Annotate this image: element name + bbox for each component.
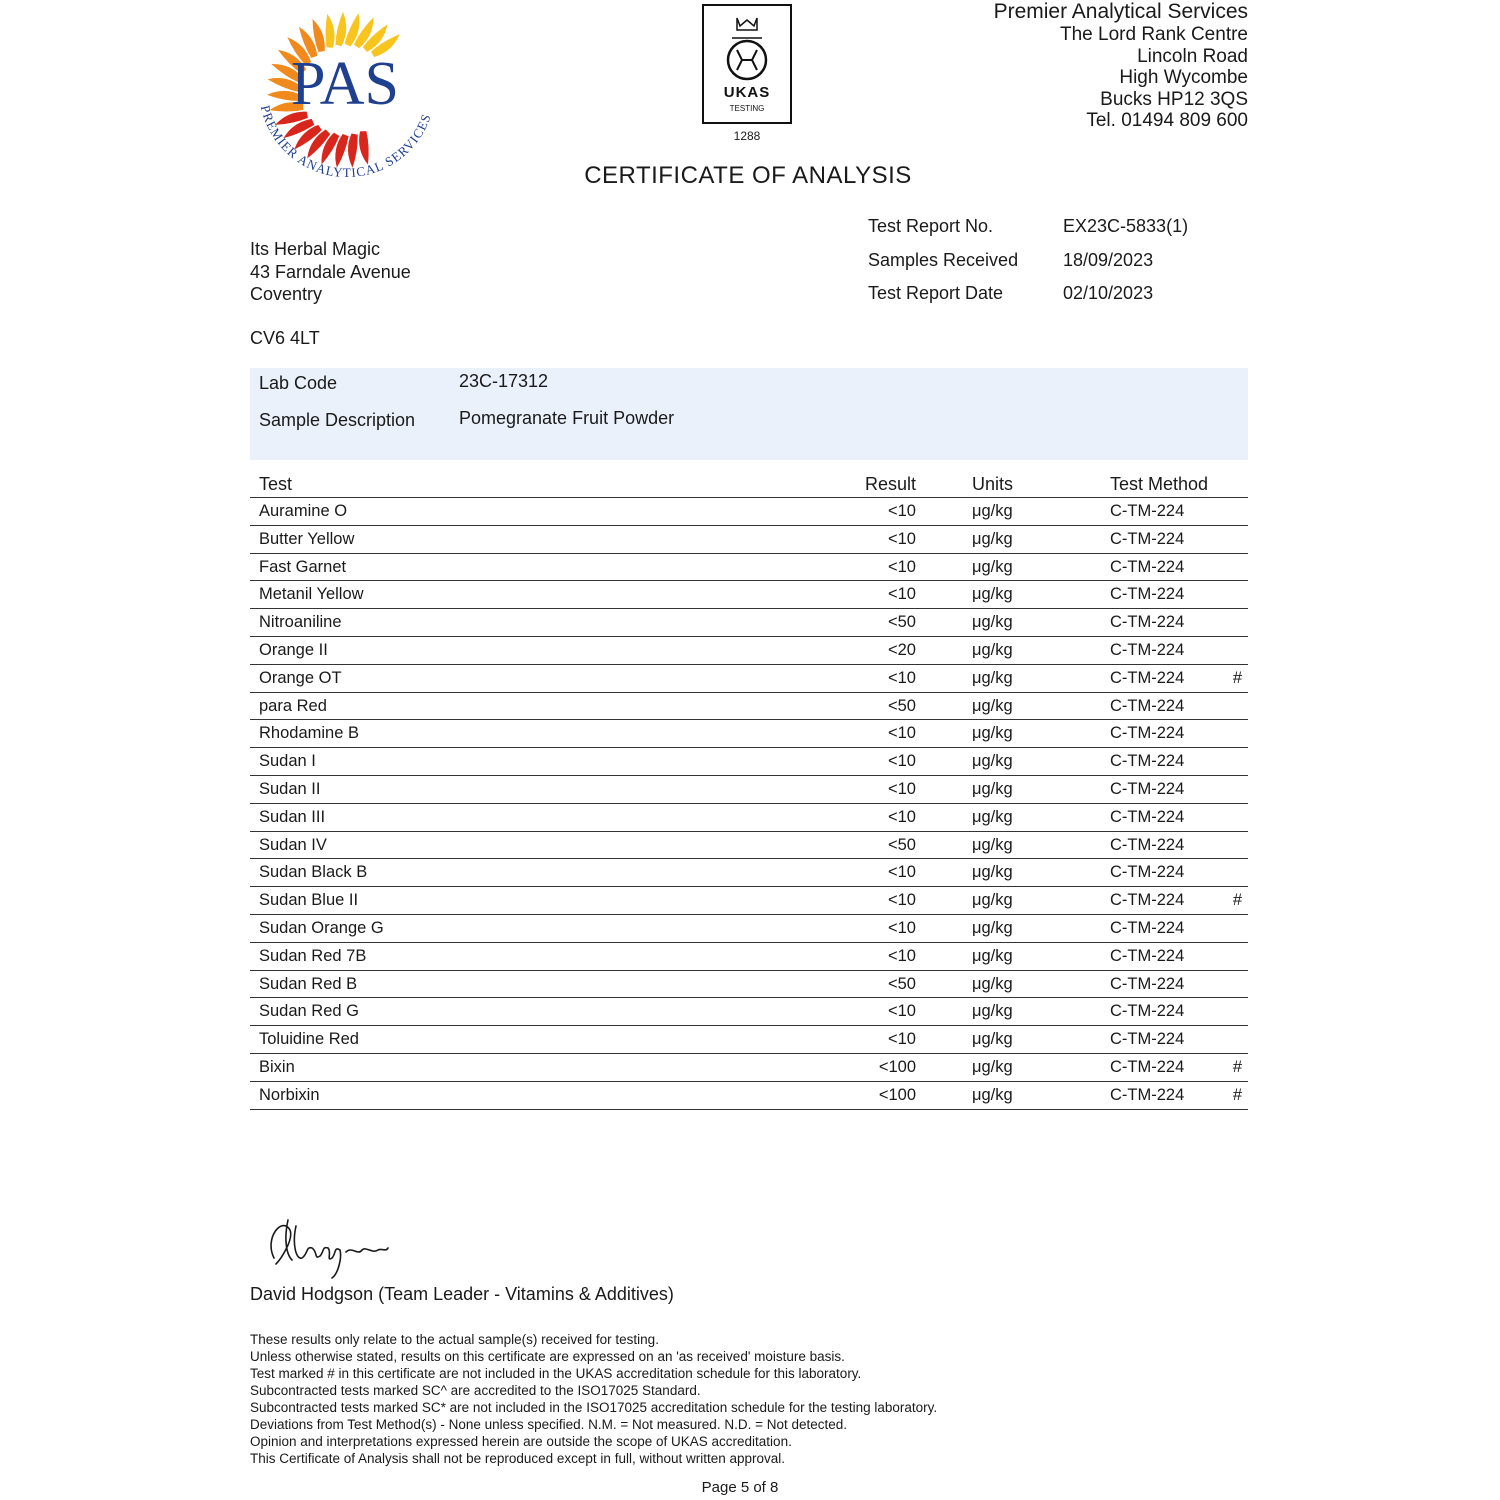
cell-test: Norbixin: [259, 1085, 320, 1104]
report-meta-label: Test Report Date: [868, 283, 1004, 303]
lab-address-line: The Lord Rank Centre: [1060, 24, 1248, 45]
results-table: [250, 470, 1248, 1110]
lab-code-label: Lab Code: [259, 373, 338, 393]
cell-method: C-TM-224: [1110, 696, 1185, 715]
cell-method: C-TM-224: [1110, 724, 1185, 743]
cell-units: μg/kg: [972, 835, 1013, 854]
cell-units: μg/kg: [972, 724, 1013, 743]
cell-method: C-TM-224: [1110, 918, 1185, 937]
footnote: Test marked # in this certificate are not included in the UKAS accreditation schedule for this laboratory.: [250, 1366, 862, 1381]
table-body: [250, 498, 1248, 1110]
table-row: [250, 1082, 1248, 1110]
sample-description-label: Sample Description: [259, 410, 416, 430]
signature: [262, 1208, 392, 1284]
footnote: Unless otherwise stated, results on this certificate are expressed on an 'as received' moisture basis.: [250, 1349, 845, 1364]
cell-units: μg/kg: [972, 974, 1013, 993]
cell-test: Sudan Orange G: [259, 918, 384, 937]
cell-test: Butter Yellow: [259, 529, 355, 548]
cell-result: <10: [888, 779, 916, 798]
cell-units: μg/kg: [972, 529, 1013, 548]
cell-flag: #: [1232, 668, 1242, 687]
cell-result: <10: [888, 1030, 916, 1049]
ukas-label: UKAS: [723, 84, 771, 101]
cell-test: Sudan II: [259, 779, 321, 798]
table-row: [250, 665, 1248, 693]
cell-result: <10: [888, 502, 916, 520]
client-postcode: CV6 4LT: [250, 328, 320, 348]
cell-units: μg/kg: [972, 779, 1013, 798]
lab-address: [994, 0, 1248, 132]
lab-address-line: High Wycombe: [1119, 67, 1248, 88]
cell-method: C-TM-224: [1110, 752, 1185, 771]
pas-logo: [250, 2, 440, 182]
cell-result: <10: [888, 585, 916, 604]
sample-description-value: Pomegranate Fruit Powder: [459, 408, 675, 428]
cell-method: C-TM-224: [1110, 974, 1185, 993]
cell-test: Toluidine Red: [259, 1030, 359, 1049]
footnote: Opinion and interpretations expressed herein are outside the scope of UKAS accreditation.: [250, 1434, 792, 1449]
lab-address-line: Lincoln Road: [1137, 45, 1248, 67]
table-row: [250, 1026, 1248, 1054]
client-name: Its Herbal Magic: [250, 239, 381, 259]
page-title: CERTIFICATE OF ANALYSIS: [584, 162, 912, 189]
footnote: Subcontracted tests marked SC* are not included in the ISO17025 accreditation schedule for the testing laboratory.: [250, 1400, 938, 1415]
table-row: [250, 859, 1248, 887]
cell-test: Nitroaniline: [259, 613, 342, 632]
client-city: Coventry: [250, 284, 323, 304]
cell-result: <20: [888, 640, 916, 659]
cell-test: Sudan Blue II: [259, 891, 359, 910]
footnotes: [250, 1331, 937, 1467]
table-row: [250, 720, 1248, 748]
cell-test: Sudan Red 7B: [259, 946, 367, 965]
report-meta-label: Samples Received: [868, 249, 1019, 270]
cell-method: C-TM-224: [1110, 807, 1185, 826]
cell-units: μg/kg: [972, 1002, 1013, 1021]
cell-method: C-TM-224: [1110, 640, 1185, 659]
cell-units: μg/kg: [972, 640, 1013, 659]
cell-test: Metanil Yellow: [259, 585, 364, 604]
table-row: [250, 637, 1248, 665]
table-row: [250, 943, 1248, 971]
client-address: [250, 238, 411, 306]
pas-logo-text: PAS: [290, 50, 400, 118]
table-row: [250, 581, 1248, 609]
cell-result: <50: [888, 835, 916, 854]
cell-method: C-TM-224: [1110, 1030, 1185, 1049]
cell-test: Sudan I: [259, 752, 316, 771]
table-row: [250, 776, 1248, 804]
cell-result: <10: [888, 557, 916, 576]
ukas-logo: [702, 4, 792, 146]
page-number: Page 5 of 8: [701, 1479, 779, 1496]
cell-result: <10: [888, 918, 916, 937]
column-header-test: Test: [259, 474, 293, 494]
cell-method: C-TM-224: [1110, 557, 1185, 576]
lab-name: Premier Analytical Services: [993, 0, 1248, 23]
table-row: [250, 526, 1248, 554]
table-row: [250, 693, 1248, 721]
cell-test: Rhodamine B: [259, 724, 359, 743]
lab-tel: Tel. 01494 809 600: [1086, 110, 1248, 131]
cell-method: C-TM-224: [1110, 668, 1185, 687]
report-meta-value: EX23C-5833(1): [1063, 216, 1189, 236]
cell-units: μg/kg: [972, 946, 1013, 965]
table-header: [250, 470, 1248, 498]
cell-units: μg/kg: [972, 863, 1013, 882]
cell-test: Sudan IV: [259, 835, 327, 854]
cell-result: <10: [888, 1002, 916, 1021]
table-row: [250, 748, 1248, 776]
table-row: [250, 832, 1248, 860]
cell-test: Orange OT: [259, 668, 342, 687]
cell-flag: #: [1232, 1057, 1242, 1076]
cell-units: μg/kg: [972, 585, 1013, 604]
cell-result: <10: [888, 724, 916, 743]
cell-result: <50: [888, 613, 916, 632]
table-row: [250, 1054, 1248, 1082]
column-header-result: Result: [864, 474, 916, 494]
cell-units: μg/kg: [972, 613, 1013, 632]
cell-test: Sudan Red B: [259, 974, 358, 993]
cell-test: Fast Garnet: [259, 557, 347, 576]
cell-test: Sudan Red G: [259, 1002, 359, 1021]
cell-units: μg/kg: [972, 557, 1013, 576]
cell-units: μg/kg: [972, 918, 1013, 937]
report-meta-value: 18/09/2023: [1063, 249, 1154, 270]
cell-method: C-TM-224: [1110, 779, 1185, 798]
cell-result: <100: [878, 1057, 916, 1076]
cell-units: μg/kg: [972, 668, 1013, 687]
cell-result: <10: [888, 807, 916, 826]
cell-units: μg/kg: [972, 1030, 1013, 1049]
signer-name: David Hodgson (Team Leader - Vitamins & Additives): [250, 1284, 674, 1304]
cell-units: μg/kg: [972, 696, 1013, 715]
cell-method: C-TM-224: [1110, 891, 1185, 910]
column-header-method: Test Method: [1110, 474, 1209, 494]
cell-method: C-TM-224: [1110, 946, 1185, 965]
table-row: [250, 887, 1248, 915]
cell-test: Orange II: [259, 640, 328, 659]
ukas-sub: TESTING: [729, 104, 765, 113]
report-meta-label: Test Report No.: [868, 216, 994, 236]
cell-test: Sudan Black B: [259, 863, 368, 882]
cell-method: C-TM-224: [1110, 613, 1185, 632]
table-row: [250, 971, 1248, 999]
cell-test: Sudan III: [259, 807, 326, 826]
cell-method: C-TM-224: [1110, 502, 1185, 520]
cell-result: <50: [888, 696, 916, 715]
cell-units: μg/kg: [972, 807, 1013, 826]
table-row: [250, 804, 1248, 832]
cell-test: Bixin: [259, 1057, 295, 1076]
cell-test: Auramine O: [259, 502, 348, 520]
table-row: [250, 915, 1248, 943]
cell-method: C-TM-224: [1110, 863, 1185, 882]
cell-method: C-TM-224: [1110, 835, 1185, 854]
footnote: Subcontracted tests marked SC^ are accredited to the ISO17025 Standard.: [250, 1383, 701, 1398]
table-row: [250, 554, 1248, 582]
cell-units: μg/kg: [972, 1057, 1013, 1076]
cell-result: <10: [888, 752, 916, 771]
cell-result: <50: [888, 974, 916, 993]
cell-result: <10: [888, 529, 916, 548]
ukas-number: 1288: [733, 129, 761, 143]
cell-method: C-TM-224: [1110, 1057, 1185, 1076]
cell-units: μg/kg: [972, 1085, 1013, 1104]
sample-info: [250, 368, 1248, 460]
footnote: This Certificate of Analysis shall not be reproduced except in full, without written approval.: [250, 1451, 786, 1466]
table-row: [250, 998, 1248, 1026]
column-header-units: Units: [972, 474, 1014, 494]
table-row: [250, 498, 1248, 526]
cell-method: C-TM-224: [1110, 585, 1185, 604]
footnote: Deviations from Test Method(s) - None unless specified. N.M. = Not measured. N.D. = Not detected.: [250, 1417, 848, 1432]
cell-units: μg/kg: [972, 502, 1013, 520]
cell-result: <10: [888, 891, 916, 910]
lab-code-value: 23C-17312: [459, 371, 549, 391]
footnote: These results only relate to the actual sample(s) received for testing.: [250, 1332, 659, 1347]
cell-result: <100: [878, 1085, 916, 1104]
cell-method: C-TM-224: [1110, 1085, 1185, 1104]
cell-flag: #: [1232, 891, 1242, 910]
cell-result: <10: [888, 946, 916, 965]
client-street: 43 Farndale Avenue: [250, 261, 411, 282]
cell-method: C-TM-224: [1110, 529, 1185, 548]
cell-units: μg/kg: [972, 752, 1013, 771]
lab-address-line: Bucks HP12 3QS: [1100, 88, 1248, 110]
table-row: [250, 609, 1248, 637]
cell-result: <10: [888, 863, 916, 882]
cell-units: μg/kg: [972, 891, 1013, 910]
cell-result: <10: [888, 668, 916, 687]
cell-method: C-TM-224: [1110, 1002, 1185, 1021]
report-meta-value: 02/10/2023: [1063, 283, 1154, 303]
cell-test: para Red: [259, 696, 327, 715]
cell-flag: #: [1232, 1085, 1242, 1104]
pas-logo-ring-text: PREMIER ANALYTICAL SERVICES: [257, 103, 434, 181]
